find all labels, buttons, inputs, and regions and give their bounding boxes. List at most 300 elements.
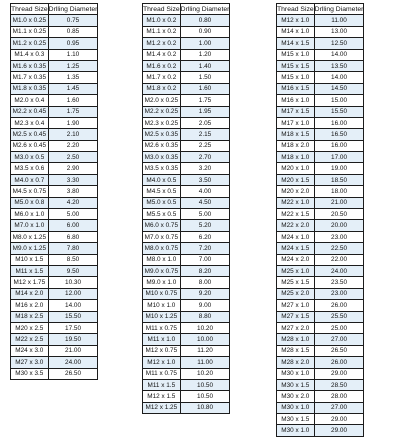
drilling-diameter-cell: 19.50: [48, 334, 98, 345]
thread-size-cell: M11 x 1.5: [11, 265, 49, 276]
table-row: [277, 243, 364, 254]
drilling-diameter-cell: 8.80: [180, 311, 230, 322]
thread-size-cell: M15 x 1.0: [277, 49, 315, 60]
drilling-diameter-cell: 18.50: [314, 174, 364, 185]
thread-size-cell: M22 x 1.5: [277, 209, 315, 220]
drilling-diameter-cell: 17.00: [314, 152, 364, 163]
table-row: [277, 15, 364, 26]
thread-size-cell: M20 x 2.5: [11, 322, 49, 333]
drilling-diameter-cell: 5.00: [180, 209, 230, 220]
thread-size-cell: M24 x 2.0: [277, 254, 315, 265]
thread-size-cell: M30 x 3.5: [11, 368, 49, 379]
table-row: [277, 300, 364, 311]
thread-size-cell: M24 x 1.0: [277, 231, 315, 242]
table-row: [143, 300, 230, 311]
thread-size-cell: M9.0 x 1.25: [11, 243, 49, 254]
thread-size-cell: M27 x 3.0: [11, 357, 49, 368]
drilling-diameter-cell: 0.75: [48, 15, 98, 26]
thread-size-cell: M20 x 1.5: [277, 174, 315, 185]
drilling-diameter-cell: 15.00: [314, 95, 364, 106]
table-row: [143, 129, 230, 140]
table-row: [11, 60, 98, 71]
table-row: [277, 72, 364, 83]
drilling-diameter-cell: 8.00: [180, 277, 230, 288]
drilling-diameter-cell: 26.50: [314, 345, 364, 356]
drilling-diameter-cell: 12.50: [314, 38, 364, 49]
table-row: [277, 265, 364, 276]
thread-size-cell: M25 x 1.0: [277, 265, 315, 276]
table-row: [143, 254, 230, 265]
table-row: [143, 368, 230, 379]
thread-size-cell: M17 x 1.5: [277, 106, 315, 117]
table-row: [277, 357, 364, 368]
table-row: [277, 117, 364, 128]
thread-size-cell: M27 x 2.0: [277, 322, 315, 333]
table-row: [277, 322, 364, 333]
drilling-diameter-cell: 11.00: [314, 15, 364, 26]
drilling-diameter-cell: 1.00: [180, 38, 230, 49]
table-row: [11, 197, 98, 208]
table-row: [11, 186, 98, 197]
table-row: [277, 402, 364, 413]
thread-size-cell: M1.8 x 0.2: [143, 83, 181, 94]
drilling-diameter-cell: 25.00: [314, 322, 364, 333]
thread-size-cell: M18 x 1.5: [277, 129, 315, 140]
drilling-diameter-cell: 2.15: [180, 129, 230, 140]
thread-size-cell: M20 x 2.0: [277, 186, 315, 197]
thread-size-cell: M2.2 x 0.45: [11, 106, 49, 117]
thread-size-cell: M4.5 x 0.75: [11, 186, 49, 197]
table-row: [277, 311, 364, 322]
thread-table-1: [10, 3, 98, 380]
drilling-diameter-cell: 1.60: [180, 83, 230, 94]
drilling-diameter-cell: 3.30: [48, 174, 98, 185]
thread-size-cell: M11 x 1.0: [143, 334, 181, 345]
drilling-diameter-cell: 29.00: [314, 414, 364, 425]
thread-size-cell: M24 x 3.0: [11, 345, 49, 356]
drilling-diameter-cell: 16.00: [314, 140, 364, 151]
table-row: [143, 49, 230, 60]
drilling-diameter-cell: 14.00: [48, 300, 98, 311]
drilling-diameter-cell: 2.50: [48, 152, 98, 163]
table-row: [11, 26, 98, 37]
table-row: [277, 83, 364, 94]
table-row: [277, 379, 364, 390]
table-row: [143, 15, 230, 26]
drilling-diameter-cell: 1.90: [48, 117, 98, 128]
thread-size-cell: M2.6 x 0.35: [143, 140, 181, 151]
drilling-diameter-cell: 14.00: [314, 72, 364, 83]
table-row: [11, 334, 98, 345]
thread-size-cell: M1.6 x 0.2: [143, 60, 181, 71]
table-row: [143, 72, 230, 83]
drilling-diameter-cell: 1.40: [180, 60, 230, 71]
table-row: [11, 152, 98, 163]
table-row: [143, 209, 230, 220]
thread-size-cell: M8.0 x 0.75: [143, 243, 181, 254]
drilling-diameter-cell: 8.20: [180, 265, 230, 276]
table-row: [277, 26, 364, 37]
table-row: [143, 322, 230, 333]
thread-size-cell: M3.5 x 0.6: [11, 163, 49, 174]
drilling-diameter-cell: 1.50: [180, 72, 230, 83]
thread-size-cell: M22 x 2.0: [277, 220, 315, 231]
table-row: [11, 140, 98, 151]
thread-size-cell: M2.6 x 0.45: [11, 140, 49, 151]
drilling-diameter-cell: 24.00: [48, 357, 98, 368]
table-row: [143, 379, 230, 390]
drilling-diameter-cell: 22.00: [314, 254, 364, 265]
thread-size-cell: M2.2 x 0.25: [143, 106, 181, 117]
header-thread-size: Thread Size: [11, 4, 49, 15]
thread-size-cell: M12 x 1.75: [11, 277, 49, 288]
thread-size-cell: M7.0 x 0.75: [143, 231, 181, 242]
drilling-diameter-cell: 3.80: [48, 186, 98, 197]
thread-size-cell: M30 x 1.0: [277, 425, 315, 436]
thread-size-cell: M14 x 1.0: [277, 26, 315, 37]
table-row: [11, 231, 98, 242]
thread-size-cell: M30 x 1.0: [277, 402, 315, 413]
drilling-diameter-cell: 1.95: [180, 106, 230, 117]
thread-size-cell: M15 x 1.0: [277, 72, 315, 83]
table-row: [143, 152, 230, 163]
thread-size-cell: M5.5 x 0.5: [143, 209, 181, 220]
thread-size-cell: M10 x 1.25: [143, 311, 181, 322]
table-row: [143, 163, 230, 174]
drilling-diameter-cell: 28.00: [314, 391, 364, 402]
thread-size-cell: M1.7 x 0.2: [143, 72, 181, 83]
thread-size-cell: M11 x 1.5: [143, 379, 181, 390]
drilling-diameter-cell: 11.00: [180, 357, 230, 368]
drilling-diameter-cell: 17.50: [48, 322, 98, 333]
drilling-diameter-cell: 0.80: [180, 15, 230, 26]
table-row: [11, 322, 98, 333]
thread-size-cell: M10 x 1.5: [11, 254, 49, 265]
thread-size-cell: M8.0 x 1.0: [143, 254, 181, 265]
table-row: [11, 300, 98, 311]
drilling-diameter-cell: 7.00: [180, 254, 230, 265]
thread-size-cell: M27 x 1.0: [277, 300, 315, 311]
thread-size-cell: M20 x 1.0: [277, 163, 315, 174]
table-row: [11, 72, 98, 83]
drilling-diameter-cell: 2.25: [180, 140, 230, 151]
thread-size-cell: M1.0 x 0.2: [143, 15, 181, 26]
thread-size-cell: M12 x 1.5: [143, 391, 181, 402]
drilling-diameter-cell: 27.00: [314, 334, 364, 345]
drilling-diameter-cell: 0.90: [180, 26, 230, 37]
thread-size-cell: M10 x 1.0: [143, 300, 181, 311]
thread-size-cell: M5.0 x 0.8: [11, 197, 49, 208]
table-row: [277, 38, 364, 49]
table-row: [277, 254, 364, 265]
table-row: [143, 391, 230, 402]
thread-size-cell: M24 x 1.5: [277, 243, 315, 254]
table-row: [11, 288, 98, 299]
thread-size-cell: M30 x 1.0: [277, 368, 315, 379]
drilling-diameter-cell: 10.50: [180, 379, 230, 390]
table-row: [277, 368, 364, 379]
table-row: [143, 26, 230, 37]
table-row: [11, 163, 98, 174]
thread-size-cell: M18 x 2.5: [11, 311, 49, 322]
drilling-diameter-cell: 14.00: [314, 49, 364, 60]
drilling-diameter-cell: 5.20: [180, 220, 230, 231]
drilling-diameter-cell: 18.00: [314, 186, 364, 197]
thread-size-cell: M8.0 x 1.25: [11, 231, 49, 242]
drilling-diameter-cell: 16.50: [314, 129, 364, 140]
table-row: [143, 311, 230, 322]
table-row: [277, 425, 364, 436]
drilling-diameter-cell: 10.20: [180, 322, 230, 333]
table-row: [143, 140, 230, 151]
table-row: [11, 117, 98, 128]
drilling-diameter-cell: 27.00: [314, 402, 364, 413]
drilling-diameter-cell: 7.80: [48, 243, 98, 254]
drilling-diameter-cell: 15.50: [48, 311, 98, 322]
thread-size-cell: M1.1 x 0.25: [11, 26, 49, 37]
table-row: [11, 129, 98, 140]
drilling-diameter-cell: 23.00: [314, 288, 364, 299]
drilling-diameter-cell: 26.00: [314, 300, 364, 311]
table-row: [143, 243, 230, 254]
drilling-diameter-cell: 3.20: [180, 163, 230, 174]
thread-size-cell: M3.0 x 0.35: [143, 152, 181, 163]
table-row: [11, 243, 98, 254]
thread-size-cell: M16 x 1.5: [277, 83, 315, 94]
header-drilling-diameter: Drlling Diameter: [180, 4, 230, 15]
thread-size-cell: M6.0 x 0.75: [143, 220, 181, 231]
drilling-diameter-cell: 1.25: [48, 60, 98, 71]
thread-size-cell: M16 x 1.0: [277, 95, 315, 106]
thread-size-cell: M11 x 0.75: [143, 368, 181, 379]
drilling-diameter-cell: 20.00: [314, 220, 364, 231]
thread-size-cell: M4.0 x 0.7: [11, 174, 49, 185]
drilling-diameter-cell: 10.20: [180, 368, 230, 379]
table-row: [143, 117, 230, 128]
thread-size-cell: M12 x 1.0: [277, 15, 315, 26]
drilling-diameter-cell: 1.35: [48, 72, 98, 83]
table-row: [143, 174, 230, 185]
drilling-diameter-cell: 1.75: [48, 106, 98, 117]
thread-size-cell: M22 x 1.0: [277, 197, 315, 208]
thread-size-cell: M4.5 x 0.5: [143, 186, 181, 197]
drilling-diameter-cell: 11.20: [180, 345, 230, 356]
table-row: [11, 220, 98, 231]
drilling-diameter-cell: 28.50: [314, 379, 364, 390]
thread-size-cell: M16 x 2.0: [11, 300, 49, 311]
drilling-diameter-cell: 0.95: [48, 38, 98, 49]
thread-size-cell: M2.5 x 0.45: [11, 129, 49, 140]
table-row: [277, 231, 364, 242]
thread-size-cell: M15 x 1.5: [277, 60, 315, 71]
drilling-diameter-cell: 10.30: [48, 277, 98, 288]
thread-size-cell: M1.4 x 0.2: [143, 49, 181, 60]
thread-table-3: [276, 3, 364, 437]
thread-size-cell: M3.0 x 0.5: [11, 152, 49, 163]
drilling-diameter-cell: 6.20: [180, 231, 230, 242]
drilling-diameter-cell: 9.50: [48, 265, 98, 276]
table-row: [143, 277, 230, 288]
table-row: [277, 106, 364, 117]
table-row: [11, 95, 98, 106]
table-row: [143, 402, 230, 413]
table-row: [11, 83, 98, 94]
table-row: [277, 140, 364, 151]
drilling-diameter-cell: 21.00: [48, 345, 98, 356]
table-row: [277, 163, 364, 174]
thread-size-cell: M28 x 1.0: [277, 334, 315, 345]
thread-size-cell: M2.5 x 0.35: [143, 129, 181, 140]
thread-size-cell: M28 x 1.5: [277, 345, 315, 356]
table-row: [277, 288, 364, 299]
table-row: [277, 174, 364, 185]
table-row: [277, 152, 364, 163]
thread-size-cell: M2.0 x 0.25: [143, 95, 181, 106]
thread-size-cell: M6.0 x 1.0: [11, 209, 49, 220]
table-row: [11, 38, 98, 49]
table-row: [143, 334, 230, 345]
thread-size-cell: M1.4 x 0.3: [11, 49, 49, 60]
drilling-diameter-cell: 19.00: [314, 163, 364, 174]
thread-size-cell: M12 x 1.0: [143, 357, 181, 368]
thread-size-cell: M9.0 x 0.75: [143, 265, 181, 276]
table-row: [277, 277, 364, 288]
drilling-diameter-cell: 9.20: [180, 288, 230, 299]
drilling-diameter-cell: 24.00: [314, 265, 364, 276]
table-row: [143, 357, 230, 368]
thread-size-cell: M3.5 x 0.35: [143, 163, 181, 174]
drilling-diameter-cell: 2.20: [48, 140, 98, 151]
table-row: [277, 129, 364, 140]
drilling-diameter-cell: 4.20: [48, 197, 98, 208]
thread-size-cell: M1.2 x 0.25: [11, 38, 49, 49]
drilling-diameter-cell: 2.10: [48, 129, 98, 140]
thread-table-2: [142, 3, 230, 414]
table-row: [143, 83, 230, 94]
table-row: [143, 186, 230, 197]
drilling-diameter-cell: 2.05: [180, 117, 230, 128]
table-row: [143, 106, 230, 117]
table-row: [11, 368, 98, 379]
table-row: [11, 174, 98, 185]
drilling-diameter-cell: 1.20: [180, 49, 230, 60]
thread-size-cell: M2.3 x 0.25: [143, 117, 181, 128]
thread-size-cell: M5.0 x 0.5: [143, 197, 181, 208]
drilling-diameter-cell: 16.00: [314, 117, 364, 128]
drilling-diameter-cell: 1.10: [48, 49, 98, 60]
table-row: [277, 220, 364, 231]
thread-size-cell: M1.7 x 0.35: [11, 72, 49, 83]
drilling-diameter-cell: 21.00: [314, 197, 364, 208]
thread-size-cell: M22 x 2.5: [11, 334, 49, 345]
table-row: [277, 209, 364, 220]
table-row: [277, 186, 364, 197]
header-drilling-diameter: Drlling Diameter: [314, 4, 364, 15]
drilling-diameter-cell: 14.50: [314, 83, 364, 94]
table-row: [11, 277, 98, 288]
table-row: [277, 334, 364, 345]
header-thread-size: Thread Size: [277, 4, 315, 15]
thread-size-cell: M25 x 2.0: [277, 288, 315, 299]
table-row: [11, 357, 98, 368]
table-row: [11, 49, 98, 60]
drilling-diameter-cell: 13.00: [314, 26, 364, 37]
table-row: [277, 391, 364, 402]
thread-size-cell: M2.0 x 0.4: [11, 95, 49, 106]
thread-size-cell: M18 x 1.0: [277, 152, 315, 163]
drilling-diameter-cell: 29.00: [314, 425, 364, 436]
thread-size-cell: M10 x 0.75: [143, 288, 181, 299]
table-row: [143, 197, 230, 208]
table-row: [277, 49, 364, 60]
drilling-diameter-cell: 2.90: [48, 163, 98, 174]
thread-size-cell: M12 x 1.25: [143, 402, 181, 413]
drilling-diameter-cell: 20.50: [314, 209, 364, 220]
drilling-diameter-cell: 23.00: [314, 231, 364, 242]
thread-size-cell: M14 x 2.0: [11, 288, 49, 299]
drilling-diameter-cell: 6.00: [48, 220, 98, 231]
thread-size-cell: M7.0 x 1.0: [11, 220, 49, 231]
table-row: [143, 265, 230, 276]
table-row: [11, 15, 98, 26]
drilling-diameter-cell: 13.50: [314, 60, 364, 71]
drilling-diameter-cell: 29.00: [314, 368, 364, 379]
table-row: [11, 209, 98, 220]
table-row: [277, 95, 364, 106]
thread-size-cell: M30 x 2.0: [277, 391, 315, 402]
drilling-diameter-cell: 1.75: [180, 95, 230, 106]
thread-size-cell: M14 x 1.5: [277, 38, 315, 49]
thread-size-cell: M1.1 x 0.2: [143, 26, 181, 37]
thread-size-cell: M9.0 x 1.0: [143, 277, 181, 288]
table-row: [143, 38, 230, 49]
thread-size-cell: M2.3 x 0.4: [11, 117, 49, 128]
thread-size-cell: M28 x 2.0: [277, 357, 315, 368]
table-row: [11, 106, 98, 117]
thread-size-cell: M25 x 1.5: [277, 277, 315, 288]
drilling-diameter-cell: 7.20: [180, 243, 230, 254]
thread-size-cell: M18 x 2.0: [277, 140, 315, 151]
drilling-diameter-cell: 5.00: [48, 209, 98, 220]
drilling-diameter-cell: 0.85: [48, 26, 98, 37]
table-row: [143, 288, 230, 299]
thread-size-cell: M1.2 x 0.2: [143, 38, 181, 49]
table-header-row: [277, 4, 364, 15]
thread-size-cell: M17 x 1.0: [277, 117, 315, 128]
header-thread-size: Thread Size: [143, 4, 181, 15]
table-row: [143, 231, 230, 242]
table-row: [11, 311, 98, 322]
table-row: [277, 197, 364, 208]
drilling-diameter-cell: 26.00: [314, 357, 364, 368]
drilling-diameter-cell: 1.60: [48, 95, 98, 106]
table-row: [143, 60, 230, 71]
drilling-diameter-cell: 2.70: [180, 152, 230, 163]
drilling-diameter-cell: 10.00: [180, 334, 230, 345]
thread-size-cell: M1.6 x 0.35: [11, 60, 49, 71]
drilling-diameter-cell: 25.50: [314, 311, 364, 322]
table-row: [143, 220, 230, 231]
drilling-diameter-cell: 3.50: [180, 174, 230, 185]
thread-size-cell: M4.0 x 0.5: [143, 174, 181, 185]
drilling-diameter-cell: 10.50: [180, 391, 230, 402]
drilling-diameter-cell: 6.80: [48, 231, 98, 242]
table-row: [143, 95, 230, 106]
table-row: [277, 345, 364, 356]
drilling-diameter-cell: 9.00: [180, 300, 230, 311]
table-row: [11, 265, 98, 276]
drilling-diameter-cell: 4.50: [180, 197, 230, 208]
